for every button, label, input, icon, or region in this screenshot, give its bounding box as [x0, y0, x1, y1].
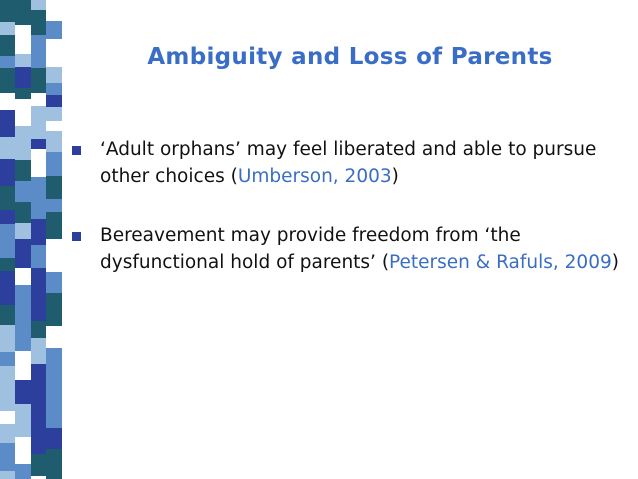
stripe-block: [46, 95, 62, 107]
stripe-block: [15, 285, 31, 317]
stripe-block: [31, 338, 46, 349]
bullet-text: [100, 136, 630, 190]
stripe-block: [15, 0, 31, 25]
stripe-block: [46, 378, 62, 402]
stripe-block: [46, 67, 62, 83]
stripe-block: [46, 107, 62, 121]
bullet-text: [100, 222, 630, 276]
stripe-block: [31, 139, 46, 149]
stripe-block: [31, 10, 46, 35]
stripe-block: [15, 437, 31, 464]
slide-title: Ambiguity and Loss of Parents: [147, 44, 553, 70]
stripe-block: [15, 422, 31, 437]
stripe-block: [15, 25, 31, 54]
citation: Petersen & Rafuls, 2009: [389, 252, 612, 273]
stripe-block: [31, 299, 46, 321]
stripe-block: [0, 93, 15, 110]
stripe-block: [15, 88, 31, 99]
stripe-block: [31, 149, 46, 177]
stripe-block: [0, 271, 15, 305]
stripe-block: [0, 443, 15, 455]
stripe-block: [0, 110, 15, 137]
stripe-block: [31, 0, 46, 10]
stripe-block: [46, 176, 62, 199]
stripe-block: [31, 177, 46, 204]
stripe-block: [46, 293, 62, 326]
stripe-block: [15, 99, 31, 126]
stripe-block: [0, 305, 15, 325]
citation-close: ): [611, 252, 619, 273]
stripe-block: [31, 35, 46, 47]
square-bullet-icon: [72, 146, 81, 155]
stripe-block: [31, 268, 46, 299]
stripe-pattern: [0, 0, 62, 479]
stripe-block: [46, 0, 62, 21]
stripe-block: [0, 387, 15, 411]
stripe-block: [0, 210, 15, 224]
stripe-block: [46, 428, 62, 449]
bullet-list: [70, 136, 630, 308]
stripe-block: [31, 321, 46, 338]
stripe-block: [15, 268, 31, 285]
stripe-block: [15, 317, 31, 351]
stripe-block: [0, 137, 15, 159]
stripe-block: [31, 93, 46, 106]
stripe-block: [15, 351, 31, 380]
stripe-block: [31, 47, 46, 68]
stripe-block: [31, 68, 46, 93]
stripe-block: [0, 424, 15, 443]
stripe-block: [46, 348, 62, 378]
stripe-block: [15, 54, 31, 67]
stripe-block: [0, 56, 15, 68]
stripe-block: [0, 366, 15, 387]
stripe-block: [15, 126, 31, 160]
stripe-block: [0, 224, 15, 258]
stripe-block: [0, 22, 15, 35]
stripe-block: [15, 67, 31, 88]
square-bullet-icon: [72, 232, 81, 241]
stripe-block: [31, 245, 46, 268]
stripe-block: [0, 455, 15, 471]
stripe-block: [0, 258, 15, 271]
stripe-block: [46, 131, 62, 152]
stripe-block: [15, 202, 31, 223]
stripe-block: [31, 219, 46, 233]
stripe-block: [15, 223, 31, 239]
stripe-block: [0, 411, 15, 424]
stripe-block: [0, 35, 15, 56]
stripe-block: [31, 106, 46, 139]
stripe-block: [15, 464, 31, 479]
citation-close: ): [391, 166, 399, 187]
stripe-block: [0, 325, 15, 352]
stripe-block: [46, 449, 62, 479]
stripe-block: [31, 394, 46, 408]
stripe-block: [31, 454, 46, 476]
stripe-block: [46, 326, 62, 348]
stripe-block: [46, 83, 62, 95]
bullet-item: [70, 222, 630, 276]
stripe-block: [31, 204, 46, 219]
stripe-block: [46, 121, 62, 131]
citation: Umberson, 2003: [237, 166, 392, 187]
stripe-block: [31, 408, 46, 434]
stripe-block: [46, 21, 62, 39]
stripe-block: [31, 434, 46, 454]
bullet-body: ‘Adult orphans’ may feel liberated and able to pursue other choices (: [100, 139, 597, 187]
stripe-block: [46, 152, 62, 176]
stripe-block: [46, 402, 62, 428]
stripe-block: [0, 0, 15, 22]
stripe-block: [46, 272, 62, 293]
stripe-block: [46, 239, 62, 272]
stripe-block: [15, 181, 31, 202]
decorative-stripe: [0, 0, 62, 479]
stripe-block: [31, 364, 46, 394]
stripe-block: [46, 212, 62, 239]
stripe-block: [31, 233, 46, 245]
stripe-block: [46, 199, 62, 212]
stripe-block: [15, 380, 31, 404]
stripe-block: [15, 160, 31, 181]
stripe-block: [31, 349, 46, 364]
stripe-block: [0, 68, 15, 93]
stripe-block: [0, 471, 15, 479]
bullet-item: [70, 136, 630, 190]
stripe-block: [0, 352, 15, 366]
stripe-block: [46, 39, 62, 67]
stripe-block: [0, 159, 15, 186]
bullet-body: Bereavement may provide freedom from ‘the dysfunctional hold of parents’ (: [100, 225, 521, 273]
stripe-block: [0, 186, 15, 210]
stripe-block: [15, 239, 31, 268]
stripe-block: [15, 404, 31, 422]
